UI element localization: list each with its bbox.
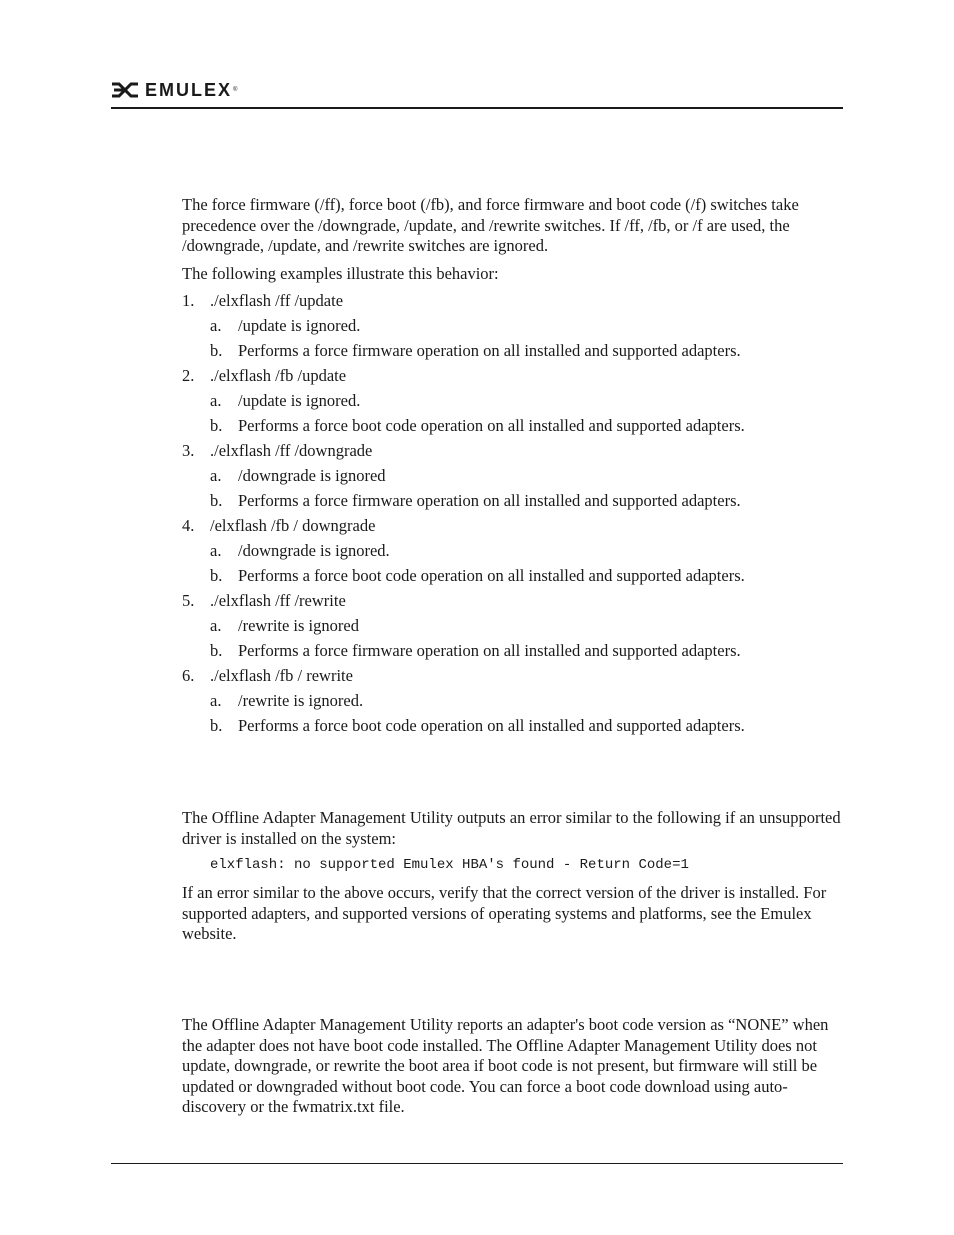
- logo-wordmark: EMULEX: [145, 80, 233, 100]
- sub-item-text: Performs a force boot code operation on all installed and supported adapters.: [238, 716, 745, 735]
- sub-list-item: [182, 616, 844, 641]
- sub-list-item: [182, 416, 844, 441]
- logo-trademark: ®: [233, 87, 238, 93]
- examples-list: [182, 291, 844, 741]
- list-item-command: ./elxflash /ff /downgrade: [210, 441, 373, 460]
- list-item-command: ./elxflash /ff /rewrite: [210, 591, 346, 610]
- list-item: [182, 666, 844, 691]
- list-item-command: ./elxflash /fb / rewrite: [210, 666, 353, 685]
- sub-list-item: [182, 391, 844, 416]
- sub-list-item: [182, 316, 844, 341]
- list-item: [182, 591, 844, 616]
- sub-list-item: [182, 491, 844, 516]
- sub-item-text: /update is ignored.: [238, 391, 361, 410]
- sub-item-letter: b.: [210, 341, 223, 360]
- list-item-number: 1.: [182, 291, 195, 310]
- sub-item-text: Performs a force boot code operation on all installed and supported adapters.: [238, 566, 745, 585]
- sub-item-text: Performs a force boot code operation on all installed and supported adapters.: [238, 416, 745, 435]
- sub-item-letter: b.: [210, 416, 223, 435]
- sub-item-text: Performs a force firmware operation on all installed and supported adapters.: [238, 491, 741, 510]
- sub-item-letter: a.: [210, 541, 222, 560]
- paragraph-text: The Offline Adapter Management Utility outputs an error similar to the following if an unsupported driver is installed on the system:: [182, 808, 841, 848]
- sub-item-text: /rewrite is ignored: [238, 616, 359, 635]
- list-item: [182, 516, 844, 541]
- sub-item-letter: a.: [210, 691, 222, 710]
- list-item-command: ./elxflash /fb /update: [210, 366, 347, 385]
- sub-list-item: [182, 641, 844, 666]
- sub-list-item: [182, 691, 844, 716]
- paragraph-text: If an error similar to the above occurs, verify that the correct version of the driver is installed. For supported adapters, and supported versions of operating systems and platforms, see the Emulex website.: [182, 883, 827, 943]
- error-paragraph: [182, 808, 844, 849]
- sub-list-item: [182, 541, 844, 566]
- paragraph-text: The following examples illustrate this behavior:: [182, 264, 499, 283]
- list-item-number: 2.: [182, 366, 195, 385]
- sub-item-text: /downgrade is ignored.: [238, 541, 390, 560]
- list-item-command: /elxflash /fb / downgrade: [210, 516, 376, 535]
- sub-item-letter: a.: [210, 316, 222, 335]
- sub-item-text: Performs a force firmware operation on all installed and supported adapters.: [238, 641, 741, 660]
- list-item-number: 4.: [182, 516, 195, 535]
- list-item: [182, 291, 844, 316]
- paragraph-text: The Offline Adapter Management Utility reports an adapter's boot code version as “NONE” when the adapter does not have boot code installed. The Offline Adapter Management Utility does not update, downgrade, or rewrite the boot area if boot code is not present, but firmware will still be updated or downgraded without boot code. You can force a boot code download using auto-discovery or the fwmatrix.txt file.: [182, 1015, 829, 1116]
- list-item-number: 3.: [182, 441, 195, 460]
- sub-item-letter: a.: [210, 616, 222, 635]
- boot-code-paragraph: [182, 1015, 844, 1118]
- list-item: [182, 441, 844, 466]
- sub-list-item: [182, 716, 844, 741]
- code-sample: elxflash: no supported Emulex HBA's found - Return Code=1: [210, 857, 689, 873]
- sub-item-text: /rewrite is ignored.: [238, 691, 364, 710]
- sub-item-text: /downgrade is ignored: [238, 466, 386, 485]
- sub-list-item: [182, 566, 844, 591]
- sub-item-letter: a.: [210, 391, 222, 410]
- sub-item-letter: b.: [210, 566, 223, 585]
- list-item-command: ./elxflash /ff /update: [210, 291, 344, 310]
- sub-item-text: Performs a force firmware operation on all installed and supported adapters.: [238, 341, 741, 360]
- sub-list-item: [182, 341, 844, 366]
- sub-item-letter: b.: [210, 491, 223, 510]
- paragraph-text: The force firmware (/ff), force boot (/fb), and force firmware and boot code (/f) switches take precedence over the /downgrade, /update, and /rewrite switches. If /ff, /fb, or /f are used, the /downgrade, /update, and /rewrite switches are ignored.: [182, 195, 799, 255]
- list-item-number: 5.: [182, 591, 195, 610]
- examples-intro: [182, 264, 844, 285]
- precedence-paragraph: [182, 195, 844, 257]
- list-item-number: 6.: [182, 666, 195, 685]
- emulex-logo: [111, 81, 237, 99]
- emulex-mark-icon: [111, 82, 139, 98]
- sub-item-letter: b.: [210, 641, 223, 660]
- sub-item-letter: b.: [210, 716, 223, 735]
- sub-item-letter: a.: [210, 466, 222, 485]
- footer-divider: [111, 1163, 843, 1164]
- header-divider: [111, 107, 843, 109]
- list-item: [182, 366, 844, 391]
- sub-item-text: /update is ignored.: [238, 316, 361, 335]
- sub-list-item: [182, 466, 844, 491]
- verify-driver-paragraph: [182, 883, 844, 945]
- page-header: [111, 78, 843, 108]
